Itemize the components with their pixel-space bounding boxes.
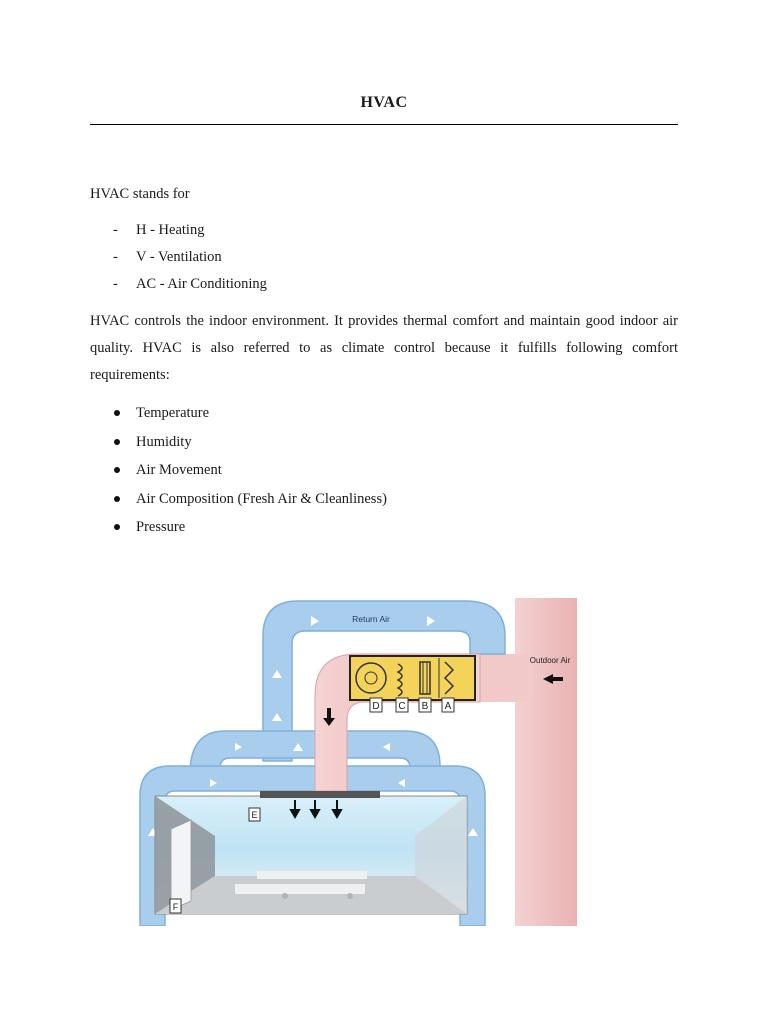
bullet-icon bbox=[114, 467, 120, 473]
page-title: HVAC bbox=[360, 94, 408, 111]
hvac-diagram bbox=[135, 596, 580, 931]
acronym-list bbox=[90, 217, 267, 298]
requirement-item: Temperature bbox=[90, 399, 387, 428]
diffuser bbox=[260, 791, 380, 798]
svg-text:A: A bbox=[444, 701, 452, 712]
bullet-icon bbox=[114, 439, 120, 445]
intro-text: HVAC stands for bbox=[90, 186, 190, 202]
acronym-item: - AC - Air Conditioning bbox=[113, 276, 267, 292]
svg-text:F: F bbox=[172, 902, 179, 912]
title-rule bbox=[90, 124, 678, 125]
requirements-list bbox=[90, 399, 387, 542]
acronym-item: - H - Heating bbox=[113, 222, 205, 238]
door bbox=[171, 820, 191, 910]
requirement-item: Air Movement bbox=[90, 456, 387, 485]
outdoor-air-duct bbox=[515, 598, 577, 926]
requirement-item: Air Composition (Fresh Air & Cleanliness) bbox=[90, 485, 387, 514]
requirement-item: Pressure bbox=[90, 513, 387, 542]
description-paragraph: HVAC controls the indoor environment. It provides thermal comfort and maintain good indoor air quality. HVAC is also referred to as climate control because it fulfills following comfort requirements: bbox=[90, 313, 678, 383]
bullet-icon bbox=[114, 410, 120, 416]
bullet-icon bbox=[114, 496, 120, 502]
svg-text:B: B bbox=[421, 701, 429, 712]
acronym-item: - V - Ventilation bbox=[113, 249, 222, 265]
return-air-label: Return Air bbox=[352, 614, 390, 624]
requirement-item: Humidity bbox=[90, 428, 387, 457]
bullet-icon bbox=[114, 524, 120, 530]
svg-text:C: C bbox=[398, 701, 406, 712]
outdoor-air-label: Outdoor Air bbox=[529, 656, 571, 665]
svg-text:E: E bbox=[251, 810, 258, 820]
svg-text:D: D bbox=[372, 701, 380, 712]
